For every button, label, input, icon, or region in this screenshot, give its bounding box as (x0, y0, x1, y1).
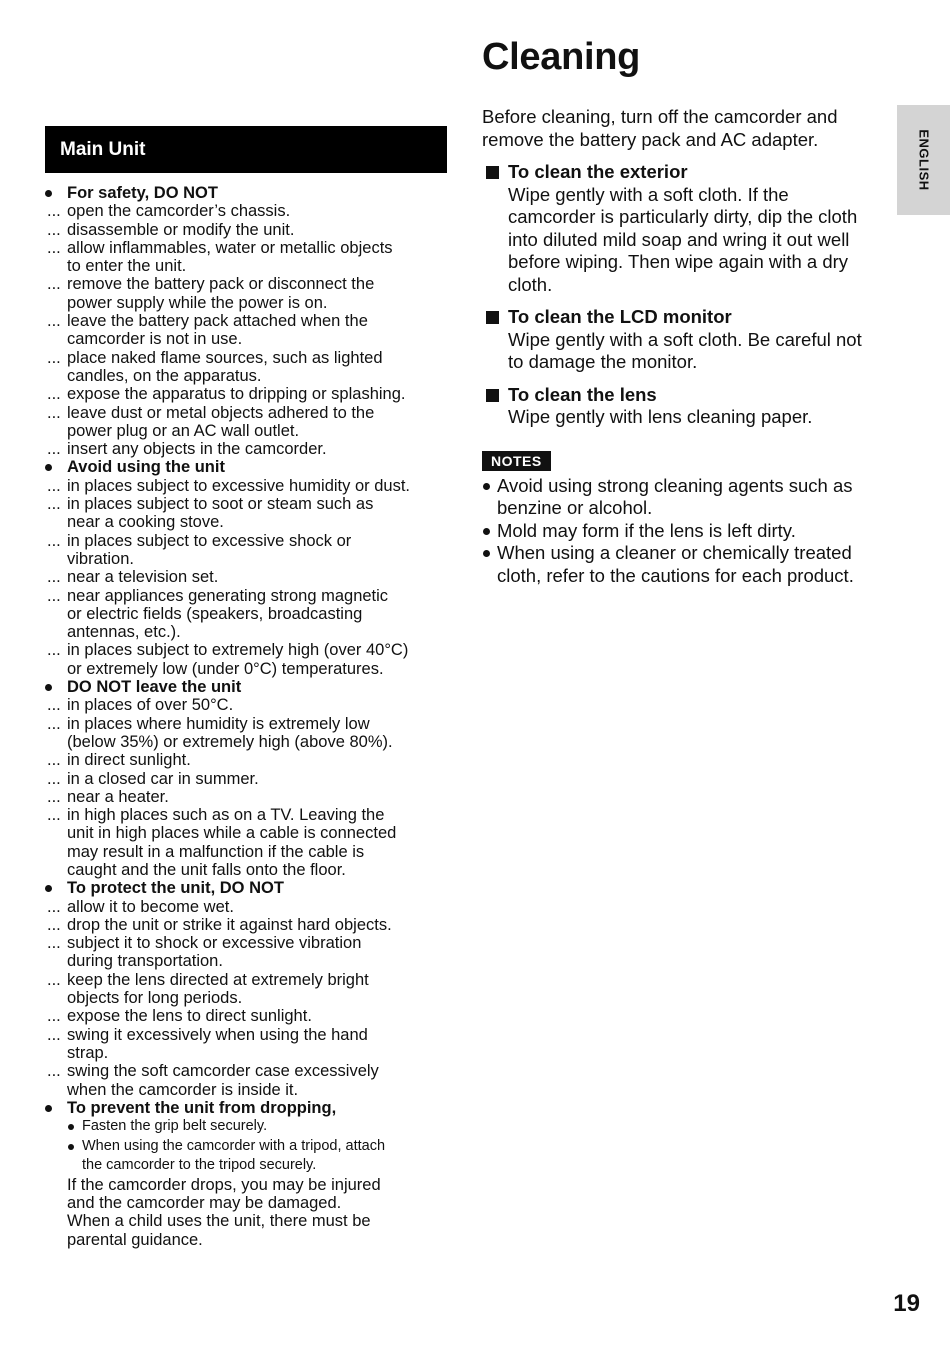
list-item (45, 971, 447, 1008)
main-unit-groups (45, 184, 447, 1249)
list-item-line: disassemble or modify the unit. (67, 220, 295, 239)
cleaning-body-line: Wipe gently with a soft cloth. Be careful not (508, 328, 862, 350)
list-item (45, 275, 447, 312)
list-item-line: in places subject to excessive humidity or dust. (67, 476, 410, 495)
cleaning-section (482, 306, 887, 374)
list-item-line: to enter the unit. (67, 257, 187, 276)
group-title: Avoid using the unit (45, 458, 447, 476)
cleaning-body-line: to damage the monitor. (508, 351, 698, 372)
list-item (45, 1026, 447, 1063)
ellipsis-marker: ... (47, 806, 61, 825)
cleaning-section (482, 384, 887, 429)
list-item-line: in places of over 50°C. (67, 696, 234, 715)
list-item-line: near a cooking stove. (67, 513, 224, 532)
ellipsis-marker: ... (47, 1007, 61, 1026)
list-item-line: expose the apparatus to dripping or splashing. (67, 385, 406, 404)
intro-text (482, 106, 887, 151)
ellipsis-marker: ... (47, 220, 61, 239)
warning-line: parental guidance. (67, 1230, 203, 1249)
main-unit-column (45, 126, 447, 1249)
sub-list-item (67, 1137, 447, 1176)
list-item-line: drop the unit or strike it against hard objects. (67, 915, 392, 934)
list-item-line: during transportation. (67, 952, 223, 971)
list-item-line: in high places such as on a TV. Leaving the (67, 806, 385, 825)
list-item-line: when the camcorder is inside it. (67, 1080, 299, 1099)
ellipsis-marker: ... (47, 897, 61, 916)
dropping-group (45, 1099, 447, 1249)
ellipsis-marker: ... (47, 495, 61, 514)
ellipsis-marker: ... (47, 586, 61, 605)
list-item-line: power plug or an AC wall outlet. (67, 421, 300, 440)
language-tab-label: ENGLISH (916, 129, 931, 191)
note-line: cloth, refer to the cautions for each product. (497, 564, 854, 586)
ellipsis-marker: ... (47, 275, 61, 294)
ellipsis-marker: ... (47, 568, 61, 587)
ellipsis-marker: ... (47, 1062, 61, 1081)
list-item (45, 641, 447, 678)
cleaning-body-line: camcorder is particularly dirty, dip the cloth (508, 206, 858, 227)
ellipsis-marker: ... (47, 641, 61, 660)
list-item (45, 349, 447, 386)
dropping-subitems (45, 1117, 447, 1176)
list-item (45, 715, 447, 752)
list-item (45, 239, 447, 276)
list-item-line: unit in high places while a cable is connected (67, 824, 397, 843)
note-line: Mold may form if the lens is left dirty. (497, 519, 796, 541)
intro-line: remove the battery pack and AC adapter. (482, 128, 819, 150)
language-tab (897, 105, 950, 215)
sub-list-item-line: Fasten the grip belt securely. (82, 1118, 268, 1135)
list-item-line: keep the lens directed at extremely bright (67, 970, 369, 989)
cleaning-section-title: To clean the exterior (482, 161, 887, 184)
list-item (45, 770, 447, 788)
ellipsis-marker: ... (47, 385, 61, 404)
list-item-line: in a closed car in summer. (67, 769, 259, 788)
list-item (45, 788, 447, 806)
cleaning-section-body (482, 329, 887, 374)
list-item (45, 806, 447, 879)
note-line: When using a cleaner or chemically treated (497, 542, 852, 563)
list-item-line: expose the lens to direct sunlight. (67, 1007, 312, 1026)
cleaning-body-line: cloth. (508, 273, 553, 295)
sub-list-item-line: the camcorder to the tripod securely. (82, 1157, 317, 1174)
list-item-line: open the camcorder’s chassis. (67, 202, 291, 221)
page-number: 19 (893, 1290, 920, 1317)
cleaning-section-title: To clean the LCD monitor (482, 306, 887, 329)
ellipsis-marker: ... (47, 476, 61, 495)
list-item-line: leave the battery pack attached when the (67, 312, 368, 331)
ellipsis-marker: ... (47, 312, 61, 331)
list-item-line: in places subject to soot or steam such as (67, 495, 374, 514)
ellipsis-marker: ... (47, 1025, 61, 1044)
list-item-line: antennas, etc.). (67, 623, 181, 642)
sub-list-item-line: When using the camcorder with a tripod, attach (82, 1137, 386, 1154)
cleaning-body-line: Wipe gently with lens cleaning paper. (508, 406, 813, 427)
ellipsis-marker: ... (47, 934, 61, 953)
note-item (482, 542, 887, 587)
list-item (45, 1007, 447, 1025)
list-item (45, 385, 447, 403)
list-item-line: candles, on the apparatus. (67, 366, 262, 385)
group-title: DO NOT leave the unit (45, 678, 447, 696)
warning-line: When a child uses the unit, there must be (67, 1212, 371, 1231)
list-item-line: in places subject to extremely high (over 40°C) (67, 641, 409, 660)
list-item-line: may result in a malfunction if the cable is (67, 842, 365, 861)
list-item (45, 440, 447, 458)
warning-group (45, 879, 447, 1099)
list-item-line: place naked flame sources, such as lighted (67, 348, 383, 367)
list-item (45, 221, 447, 239)
list-item (45, 312, 447, 349)
list-item-line: in direct sunlight. (67, 751, 191, 770)
ellipsis-marker: ... (47, 440, 61, 459)
list-item-line: subject it to shock or excessive vibration (67, 934, 362, 953)
warning-group (45, 458, 447, 678)
ellipsis-marker: ... (47, 531, 61, 550)
intro-line: Before cleaning, turn off the camcorder and (482, 106, 838, 127)
ellipsis-marker: ... (47, 202, 61, 221)
page-title: Cleaning (482, 36, 641, 78)
note-line: benzine or alcohol. (497, 497, 653, 518)
list-item-line: in places where humidity is extremely low (67, 714, 370, 733)
main-unit-header: Main Unit (45, 126, 447, 173)
warning-group (45, 184, 447, 458)
cleaning-section-body (482, 406, 887, 429)
list-item-line: or extremely low (under 0°C) temperatures. (67, 659, 384, 678)
ellipsis-marker: ... (47, 403, 61, 422)
list-item-line: swing it excessively when using the hand (67, 1025, 368, 1044)
sub-list-item (67, 1117, 447, 1137)
list-item-line: leave dust or metal objects adhered to the (67, 403, 375, 422)
list-item-line: power supply while the power is on. (67, 293, 328, 312)
note-line: Avoid using strong cleaning agents such as (497, 474, 853, 496)
list-item (45, 532, 447, 569)
list-item (45, 404, 447, 441)
ellipsis-marker: ... (47, 751, 61, 770)
list-item-line: swing the soft camcorder case excessively (67, 1062, 379, 1081)
cleaning-body-line: Wipe gently with a soft cloth. If the (508, 183, 789, 205)
list-item-line: camcorder is not in use. (67, 330, 243, 349)
ellipsis-marker: ... (47, 970, 61, 989)
note-item (482, 520, 887, 543)
warning-line: If the camcorder drops, you may be injured (67, 1175, 381, 1194)
list-item-line: or electric fields (speakers, broadcasting (67, 604, 363, 623)
list-item-line: near a heater. (67, 787, 169, 806)
cleaning-section-body (482, 184, 887, 297)
list-item (45, 751, 447, 769)
list-item (45, 898, 447, 916)
list-item-line: caught and the unit falls onto the floor. (67, 860, 346, 879)
list-item (45, 587, 447, 642)
warning-line: and the camcorder may be damaged. (67, 1193, 342, 1212)
ellipsis-marker: ... (47, 714, 61, 733)
list-item-line: strap. (67, 1043, 109, 1062)
list-item-line: allow it to become wet. (67, 897, 234, 916)
warning-group (45, 678, 447, 879)
cleaning-section-title: To clean the lens (482, 384, 887, 407)
group-title: For safety, DO NOT (45, 184, 447, 202)
dropping-warning (45, 1176, 447, 1249)
list-item (45, 495, 447, 532)
ellipsis-marker: ... (47, 696, 61, 715)
ellipsis-marker: ... (47, 769, 61, 788)
list-item (45, 916, 447, 934)
list-item (45, 568, 447, 586)
cleaning-body-line: into diluted mild soap and wring it out well (508, 228, 850, 250)
list-item-line: remove the battery pack or disconnect the (67, 275, 375, 294)
list-item (45, 202, 447, 220)
list-item-line: near a television set. (67, 568, 219, 587)
list-item (45, 696, 447, 714)
cleaning-body (482, 106, 887, 587)
list-item (45, 934, 447, 971)
note-item (482, 475, 887, 520)
notes-list (482, 475, 887, 588)
cleaning-section (482, 161, 887, 296)
ellipsis-marker: ... (47, 348, 61, 367)
ellipsis-marker: ... (47, 915, 61, 934)
ellipsis-marker: ... (47, 787, 61, 806)
cleaning-body-line: before wiping. Then wipe again with a dry (508, 251, 849, 272)
list-item (45, 1062, 447, 1099)
list-item-line: insert any objects in the camcorder. (67, 440, 327, 459)
list-item-line: (below 35%) or extremely high (above 80%). (67, 732, 393, 751)
group-title: To prevent the unit from dropping, (45, 1099, 447, 1117)
list-item-line: objects for long periods. (67, 989, 243, 1008)
list-item (45, 477, 447, 495)
list-item-line: vibration. (67, 549, 134, 568)
group-title: To protect the unit, DO NOT (45, 879, 447, 897)
list-item-line: in places subject to excessive shock or (67, 531, 352, 550)
notes-badge: NOTES (482, 451, 551, 471)
list-item-line: near appliances generating strong magnetic (67, 586, 389, 605)
list-item-line: allow inflammables, water or metallic objects (67, 238, 393, 257)
ellipsis-marker: ... (47, 238, 61, 257)
